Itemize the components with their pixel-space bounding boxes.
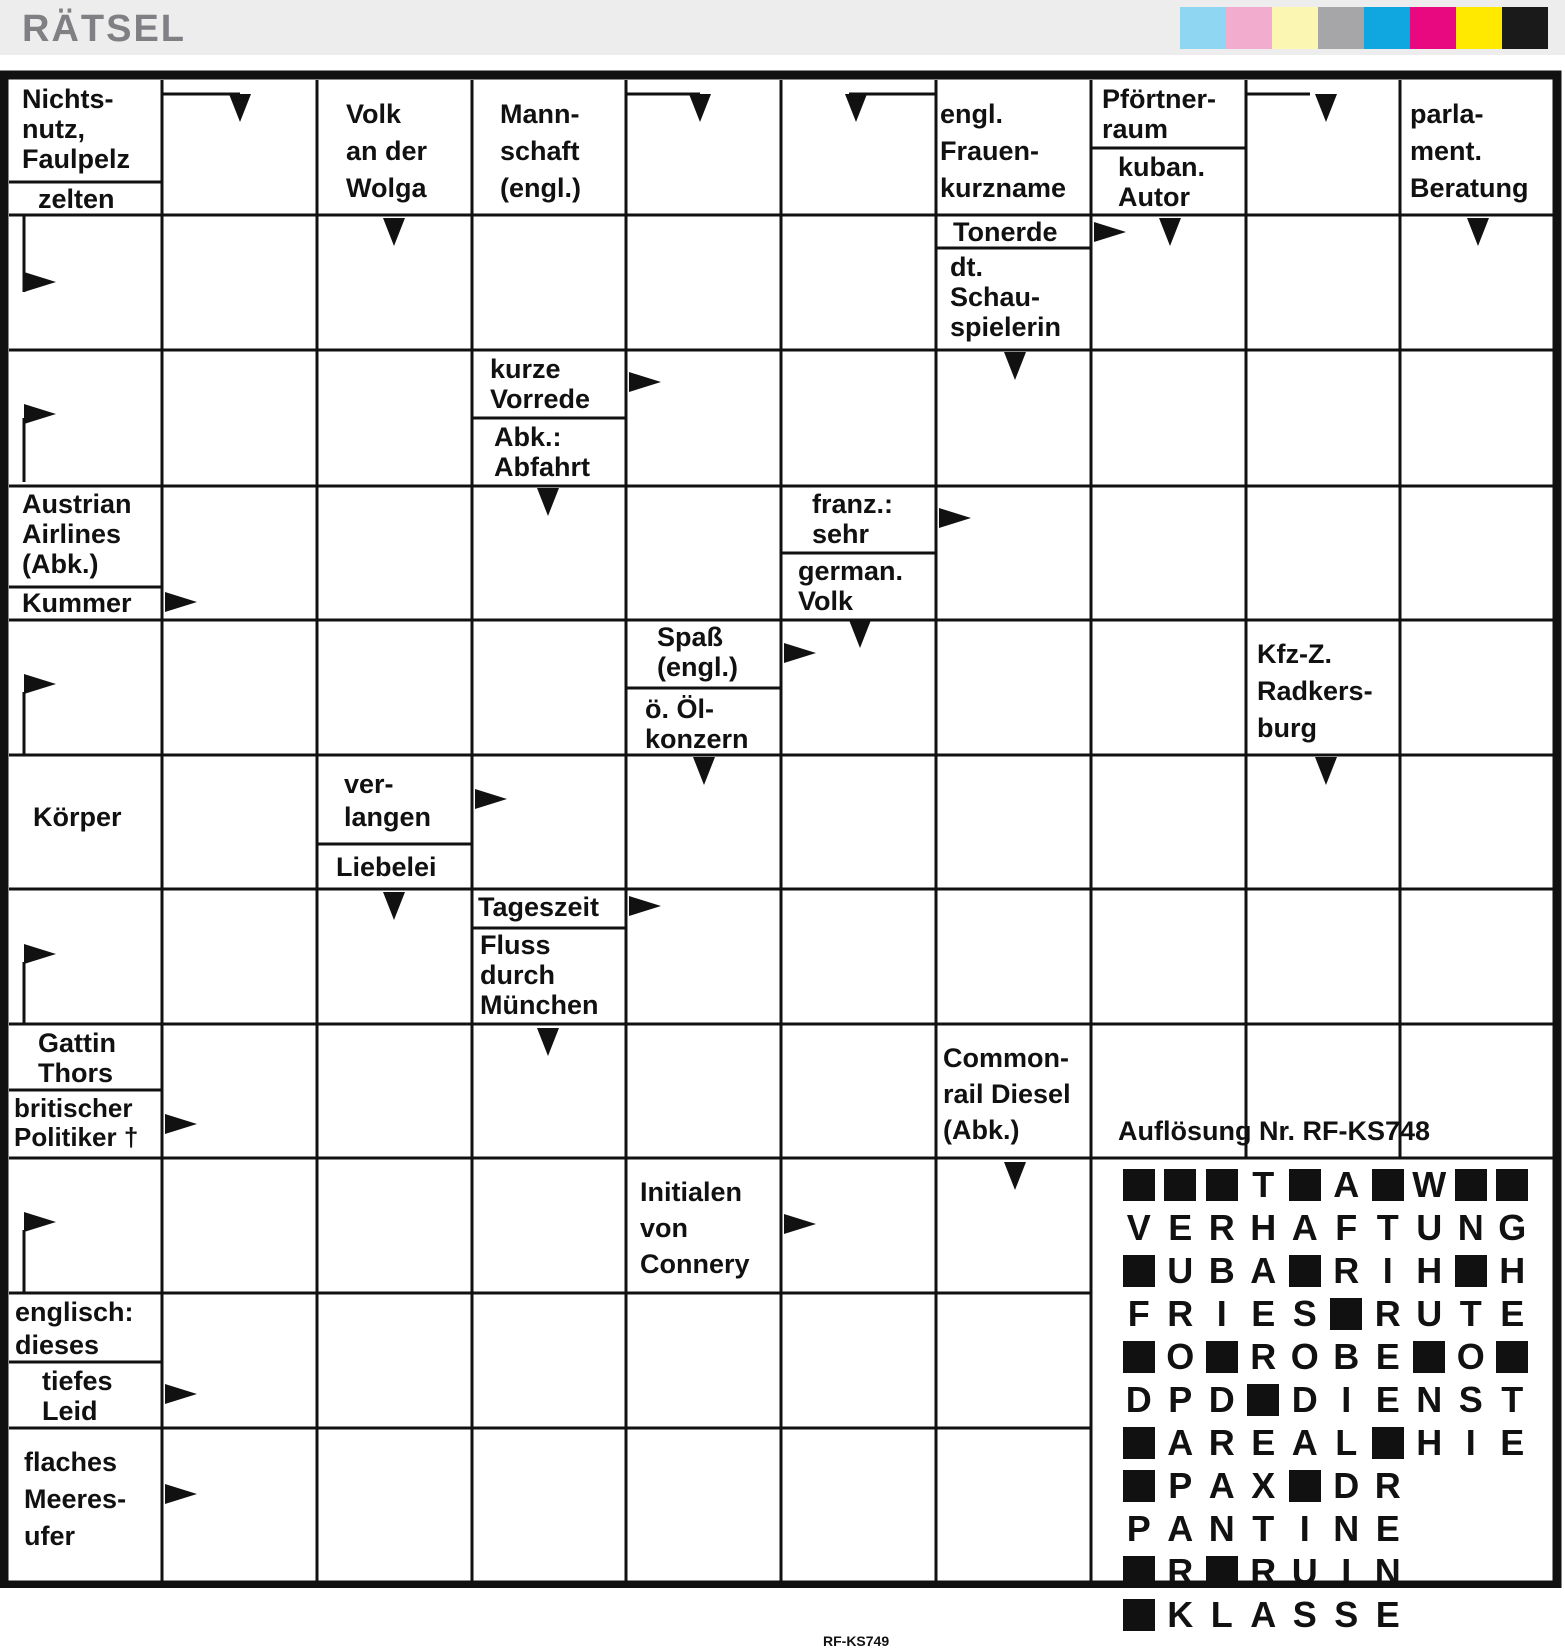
clue-connery: Initialen von Connery — [640, 1177, 750, 1279]
crossword-puzzle — [0, 70, 1565, 1649]
arrow-right-icon — [165, 1484, 197, 1504]
solution-letter: N — [1333, 1508, 1360, 1549]
solution-letter: H — [1499, 1250, 1526, 1291]
solution-block — [1284, 1163, 1326, 1206]
arrow-right-icon — [24, 944, 56, 964]
clue-spass: Spaß (engl.) — [657, 622, 738, 682]
clue-frauenkurzname: engl. Frauen- kurzname — [940, 99, 1067, 203]
solution-block — [1367, 1421, 1409, 1464]
solution-grid — [1118, 1163, 1538, 1636]
solution-letter: O — [1456, 1336, 1485, 1377]
clue-englisch-dieses: englisch: dieses — [15, 1297, 134, 1360]
header-bar — [0, 0, 1565, 55]
solution-letter: R — [1167, 1551, 1194, 1592]
solution-letter: W — [1412, 1164, 1447, 1205]
arrow-right-icon — [475, 789, 507, 809]
clue-tageszeit: Tageszeit — [478, 892, 600, 922]
clue-verlangen: ver- langen — [344, 769, 432, 832]
arrow-down-icon — [1315, 757, 1337, 785]
solution-letter: H — [1250, 1207, 1277, 1248]
solution-letter: P — [1168, 1465, 1193, 1506]
solution-block — [1243, 1378, 1285, 1421]
solution-letter: R — [1250, 1551, 1277, 1592]
solution-block — [1160, 1163, 1202, 1206]
solution-letter: A — [1333, 1164, 1360, 1205]
arrow-down-icon — [537, 1028, 559, 1056]
puzzle-id: RF-KS749 — [823, 1633, 890, 1649]
solution-letter: I — [1382, 1250, 1393, 1291]
solution-block — [1326, 1292, 1368, 1335]
solution-letter: T — [1501, 1379, 1524, 1420]
solution-row — [1118, 1421, 1538, 1464]
solution-letter: A — [1291, 1207, 1318, 1248]
solution-block — [1118, 1421, 1160, 1464]
solution-letter: N — [1374, 1551, 1401, 1592]
solution-letter: D — [1125, 1379, 1152, 1420]
solution-block — [1492, 1163, 1534, 1206]
solution-letter: A — [1208, 1465, 1235, 1506]
clue-commonrail: Common- rail Diesel (Abk.) — [943, 1043, 1071, 1145]
solution-block — [1118, 1335, 1160, 1378]
clue-oelkonzern: ö. Öl- konzern — [645, 694, 749, 754]
solution-row — [1118, 1292, 1538, 1335]
solution-block — [1201, 1335, 1243, 1378]
solution-letter: R — [1333, 1250, 1360, 1291]
solution-letter: B — [1333, 1336, 1360, 1377]
solution-letter: A — [1167, 1508, 1194, 1549]
solution-letter: R — [1208, 1422, 1235, 1463]
solution-letter: T — [1252, 1164, 1275, 1205]
arrow-right-icon — [629, 372, 661, 392]
arrow-right-icon — [784, 1214, 816, 1234]
clue-kurze-vorrede: kurze Vorrede — [490, 354, 591, 414]
solution-letter: F — [1127, 1293, 1150, 1334]
clue-zelten: zelten — [38, 184, 115, 214]
solution-letter: D — [1291, 1379, 1318, 1420]
solution-letter: A — [1291, 1422, 1318, 1463]
clue-fluss-muenchen: Fluss durch München — [480, 930, 599, 1020]
color-swatch-3 — [1272, 7, 1318, 49]
clue-nichtsnutz: Nichts- nutz, Faulpelz — [22, 84, 131, 174]
arrow-right-icon — [629, 896, 661, 916]
solution-row — [1118, 1335, 1538, 1378]
solution-letter: R — [1167, 1293, 1194, 1334]
solution-letter: E — [1375, 1508, 1400, 1549]
arrow-down-icon — [383, 892, 405, 920]
clue-mannschaft: Mann- schaft (engl.) — [500, 99, 581, 203]
solution-letter: S — [1458, 1379, 1483, 1420]
solution-block — [1367, 1163, 1409, 1206]
clue-radkersburg: Kfz-Z. Radkers- burg — [1257, 639, 1373, 743]
solution-block — [1118, 1163, 1160, 1206]
clue-austrian-airlines: Austrian Airlines (Abk.) — [22, 489, 132, 579]
solution-letter: A — [1250, 1594, 1277, 1635]
clue-franz-sehr: franz.: sehr — [812, 489, 893, 549]
solution-letter: U — [1416, 1293, 1443, 1334]
arrow-right-icon — [939, 508, 971, 528]
arrow-right-icon — [24, 272, 56, 292]
solution-block — [1118, 1550, 1160, 1593]
solution-block — [1118, 1249, 1160, 1292]
solution-block — [1409, 1335, 1451, 1378]
solution-row — [1118, 1550, 1538, 1593]
solution-letter: D — [1208, 1379, 1235, 1420]
solution-letter: N — [1208, 1508, 1235, 1549]
arrow-down-icon — [845, 94, 867, 122]
clue-tonerde: Tonerde — [953, 217, 1058, 247]
solution-letter: I — [1341, 1379, 1352, 1420]
solution-block — [1284, 1249, 1326, 1292]
clue-liebelei: Liebelei — [336, 852, 437, 882]
arrow-right-icon — [165, 1384, 197, 1404]
arrow-down-icon — [1159, 218, 1181, 246]
solution-letter: S — [1334, 1594, 1359, 1635]
solution-row — [1118, 1163, 1538, 1206]
arrow-down-icon — [849, 620, 871, 648]
solution-letter: U — [1416, 1207, 1443, 1248]
solution-letter: K — [1167, 1594, 1194, 1635]
solution-letter: O — [1290, 1336, 1319, 1377]
solution-row — [1118, 1464, 1538, 1507]
solution-letter: H — [1416, 1250, 1443, 1291]
clue-abfahrt: Abk.: Abfahrt — [494, 422, 590, 482]
arrow-down-icon — [229, 94, 251, 122]
color-swatch-8 — [1502, 7, 1548, 49]
solution-title: Auflösung Nr. RF-KS748 — [1118, 1116, 1431, 1146]
solution-row — [1118, 1378, 1538, 1421]
solution-letter: E — [1375, 1336, 1400, 1377]
clue-parlament-beratung: parla- ment. Beratung — [1410, 99, 1529, 203]
arrow-down-icon — [1004, 352, 1026, 380]
solution-block — [1118, 1593, 1160, 1636]
color-swatch-1 — [1180, 7, 1226, 49]
color-swatches — [1180, 7, 1548, 49]
color-swatch-7 — [1456, 7, 1502, 49]
solution-row — [1118, 1249, 1538, 1292]
solution-letter: T — [1376, 1207, 1399, 1248]
solution-row — [1118, 1206, 1538, 1249]
solution-block — [1450, 1163, 1492, 1206]
solution-letter: P — [1126, 1508, 1151, 1549]
solution-letter: A — [1250, 1250, 1277, 1291]
arrow-right-icon — [24, 1212, 56, 1232]
clue-tiefes-leid: tiefes Leid — [42, 1366, 113, 1426]
solution-letter: N — [1457, 1207, 1484, 1248]
color-swatch-4 — [1318, 7, 1364, 49]
arrow-down-icon — [383, 218, 405, 246]
page-title: RÄTSEL — [22, 8, 186, 50]
solution-letter: R — [1374, 1465, 1401, 1506]
arrow-down-icon — [537, 488, 559, 516]
solution-letter: S — [1292, 1594, 1317, 1635]
arrow-right-icon — [165, 1114, 197, 1134]
solution-letter: E — [1500, 1293, 1525, 1334]
solution-letter: I — [1465, 1422, 1476, 1463]
solution-block — [1492, 1335, 1534, 1378]
color-swatch-2 — [1226, 7, 1272, 49]
clue-pfoertnerraum: Pförtner- raum — [1102, 84, 1216, 144]
solution-block — [1284, 1464, 1326, 1507]
solution-letter: L — [1335, 1422, 1358, 1463]
solution-letter: I — [1299, 1508, 1310, 1549]
solution-block — [1118, 1464, 1160, 1507]
solution-letter: O — [1166, 1336, 1195, 1377]
clue-german-volk: german. Volk — [798, 556, 904, 616]
solution-block — [1450, 1249, 1492, 1292]
arrow-right-icon — [24, 404, 56, 424]
solution-letter: I — [1216, 1293, 1227, 1334]
solution-letter: H — [1416, 1422, 1443, 1463]
arrow-down-icon — [693, 757, 715, 785]
arrow-down-icon — [689, 94, 711, 122]
arrow-down-icon — [1467, 218, 1489, 246]
arrow-right-icon — [784, 643, 816, 663]
solution-letter: E — [1251, 1293, 1276, 1334]
solution-letter: E — [1375, 1379, 1400, 1420]
clue-volk-wolga: Volk an der Wolga — [346, 99, 428, 203]
color-swatch-6 — [1410, 7, 1456, 49]
solution-letter: E — [1168, 1207, 1193, 1248]
arrow-down-icon — [1004, 1162, 1026, 1190]
solution-row — [1118, 1507, 1538, 1550]
solution-letter: E — [1375, 1594, 1400, 1635]
solution-letter: R — [1374, 1293, 1401, 1334]
solution-letter: G — [1498, 1207, 1527, 1248]
solution-letter: T — [1459, 1293, 1482, 1334]
solution-letter: E — [1251, 1422, 1276, 1463]
solution-letter: L — [1210, 1594, 1233, 1635]
clue-meeresufer: flaches Meeres- ufer — [24, 1447, 127, 1551]
solution-letter: T — [1252, 1508, 1275, 1549]
clue-britischer-politiker: britischer Politiker † — [14, 1093, 139, 1152]
solution-letter: V — [1126, 1207, 1151, 1248]
solution-block — [1201, 1550, 1243, 1593]
clue-kuban-autor: kuban. Autor — [1118, 152, 1206, 212]
solution-letter: X — [1251, 1465, 1276, 1506]
arrow-right-icon — [165, 592, 197, 612]
solution-letter: R — [1208, 1207, 1235, 1248]
solution-block — [1201, 1163, 1243, 1206]
arrow-right-icon — [1094, 222, 1126, 242]
clue-gattin-thors: Gattin Thors — [38, 1028, 116, 1088]
solution-letter: A — [1167, 1422, 1194, 1463]
solution-letter: U — [1167, 1250, 1194, 1291]
solution-letter: F — [1335, 1207, 1358, 1248]
solution-letter: U — [1291, 1551, 1318, 1592]
solution-letter: B — [1208, 1250, 1235, 1291]
clue-kummer: Kummer — [22, 588, 132, 618]
solution-letter: N — [1416, 1379, 1443, 1420]
solution-letter: D — [1333, 1465, 1360, 1506]
solution-letter: P — [1168, 1379, 1193, 1420]
arrow-down-icon — [1315, 94, 1337, 122]
solution-row — [1118, 1593, 1538, 1636]
clue-koerper: Körper — [33, 802, 122, 832]
clue-schauspielerin: dt. Schau- spielerin — [950, 252, 1062, 342]
solution-letter: E — [1500, 1422, 1525, 1463]
color-swatch-5 — [1364, 7, 1410, 49]
arrow-right-icon — [24, 674, 56, 694]
solution-letter: S — [1292, 1293, 1317, 1334]
solution-letter: R — [1250, 1336, 1277, 1377]
solution-letter: I — [1341, 1551, 1352, 1592]
